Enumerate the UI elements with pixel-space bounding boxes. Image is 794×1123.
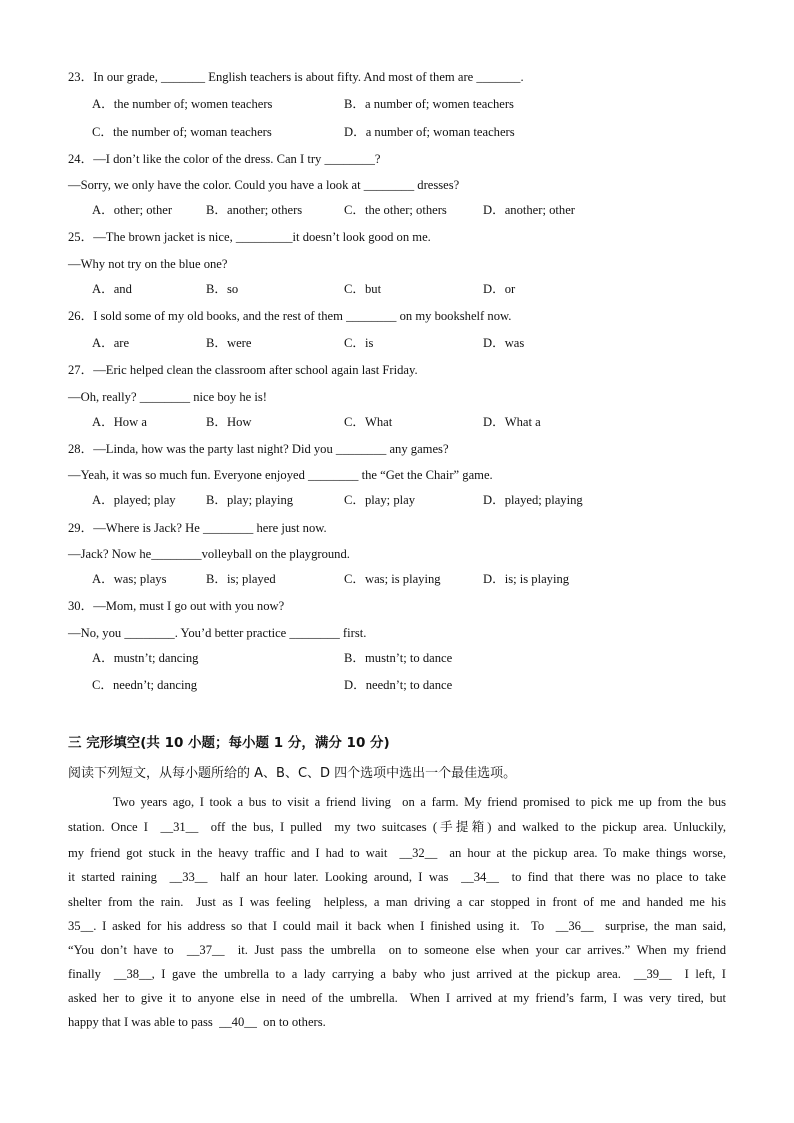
option-d: D．What a xyxy=(483,415,541,429)
option-c: C．is xyxy=(344,336,374,350)
question-29-options xyxy=(0,573,794,587)
option-a: A．mustn’t; dancing xyxy=(92,651,199,665)
passage-line: my friend got stuck in the heavy traffic and I had to wait __32__ an hour at the pickup area. To make things worse, xyxy=(68,846,726,860)
passage-line: “You don’t have to __37__ it. Just pass the umbrella on to someone else when your car arrives.” When my friend xyxy=(68,943,726,957)
option-d: D．is; is playing xyxy=(483,572,570,586)
option-b: B．another; others xyxy=(206,203,303,217)
option-c: C．the number of; woman teachers xyxy=(92,125,272,139)
option-d: D．played; playing xyxy=(483,493,583,507)
option-c: C．the other; others xyxy=(344,203,447,217)
question-26-stem: 26．I sold some of my old books, and the rest of them ________ on my bookshelf now. xyxy=(68,309,512,323)
option-b: B．How xyxy=(206,415,252,429)
option-b: B．play; playing xyxy=(206,493,294,507)
question-23-options-row-1 xyxy=(0,98,794,112)
question-25-options xyxy=(0,283,794,297)
question-30-options-row-1 xyxy=(0,652,794,666)
option-b: B．is; played xyxy=(206,572,276,586)
passage-line: finally __38__, I gave the umbrella to a lady carrying a baby who just arrived at the pickup area. __39__ I left, I xyxy=(68,967,726,981)
section-instruction: 阅读下列短文，从每小题所给的 A、B、C、D 四个选项中选出一个最佳选项。 xyxy=(68,766,517,781)
question-27-stem-2: —Oh, really? ________ nice boy he is! xyxy=(68,390,268,404)
option-d: D．was xyxy=(483,336,525,350)
option-b: B．mustn’t; to dance xyxy=(344,651,453,665)
question-23-stem: 23．In our grade, _______ English teachers is about fifty. And most of them are _______. xyxy=(68,70,524,84)
question-30-options-row-2 xyxy=(0,679,794,693)
option-c: C．play; play xyxy=(344,493,416,507)
question-23-options-row-2 xyxy=(0,126,794,140)
option-a: A．and xyxy=(92,282,132,296)
option-b: B．so xyxy=(206,282,239,296)
question-28-stem: 28．—Linda, how was the party last night? Did you ________ any games? xyxy=(68,442,449,456)
question-28-stem-2: —Yeah, it was so much fun. Everyone enjoyed ________ the “Get the Chair” game. xyxy=(68,468,493,482)
option-b: B．a number of; women teachers xyxy=(344,97,514,111)
option-c: C．needn’t; dancing xyxy=(92,678,198,692)
option-a: A．How a xyxy=(92,415,147,429)
option-b: B．were xyxy=(206,336,252,350)
question-27-stem: 27．—Eric helped clean the classroom after school again last Friday. xyxy=(68,363,418,377)
passage-line: asked her to give it to anyone else in need of the umbrella. When I arrived at my friend’s farm, I was very tired, but xyxy=(68,991,726,1005)
option-c: C．was; is playing xyxy=(344,572,441,586)
question-25-stem-2: —Why not try on the blue one? xyxy=(68,257,228,271)
question-24-stem: 24．—I don’t like the color of the dress. Can I try ________? xyxy=(68,152,381,166)
option-a: A．are xyxy=(92,336,130,350)
question-24-options xyxy=(0,204,794,218)
question-27-options xyxy=(0,416,794,430)
option-d: D．needn’t; to dance xyxy=(344,678,453,692)
option-a: A．played; play xyxy=(92,493,176,507)
option-a: A．the number of; women teachers xyxy=(92,97,273,111)
passage-line: shelter from the rain. Just as I was feeling helpless, a man driving a car stopped in front of me and handed me his xyxy=(68,895,726,909)
question-30-stem: 30．—Mom, must I go out with you now? xyxy=(68,599,285,613)
option-c: C．What xyxy=(344,415,393,429)
passage-line: it started raining __33__ half an hour later. Looking around, I was __34__ to find that there was no place to take xyxy=(68,870,726,884)
question-29-stem-2: —Jack? Now he________volleyball on the playground. xyxy=(68,547,350,561)
option-d: D．a number of; woman teachers xyxy=(344,125,515,139)
question-24-stem-2: —Sorry, we only have the color. Could you have a look at ________ dresses? xyxy=(68,178,460,192)
question-26-options xyxy=(0,337,794,351)
passage-line: 35__. I asked for his address so that I could mail it back when I finished using it. To __36__ surprise, the man said, xyxy=(68,919,726,933)
option-c: C．but xyxy=(344,282,382,296)
question-25-stem: 25．—The brown jacket is nice, _________it doesn’t look good on me. xyxy=(68,230,431,244)
question-29-stem: 29．—Where is Jack? He ________ here just now. xyxy=(68,521,327,535)
passage-line: station. Once I __31__ off the bus, I pulled my two suitcases (手提箱) and walked to the pickup area. Unluckily, xyxy=(68,820,726,834)
option-a: A．other; other xyxy=(92,203,173,217)
question-28-options xyxy=(0,494,794,508)
passage-line: happy that I was able to pass __40__ on to others. xyxy=(68,1015,326,1029)
option-d: D．or xyxy=(483,282,516,296)
section-title: 三 完形填空(共 10 小题；每小题 1 分，满分 10 分) xyxy=(68,735,390,751)
passage-line: Two years ago, I took a bus to visit a friend living on a farm. My friend promised to pick me up from the bus xyxy=(68,795,726,809)
question-30-stem-2: —No, you ________. You’d better practice ________ first. xyxy=(68,626,367,640)
option-d: D．another; other xyxy=(483,203,575,217)
option-a: A．was; plays xyxy=(92,572,167,586)
